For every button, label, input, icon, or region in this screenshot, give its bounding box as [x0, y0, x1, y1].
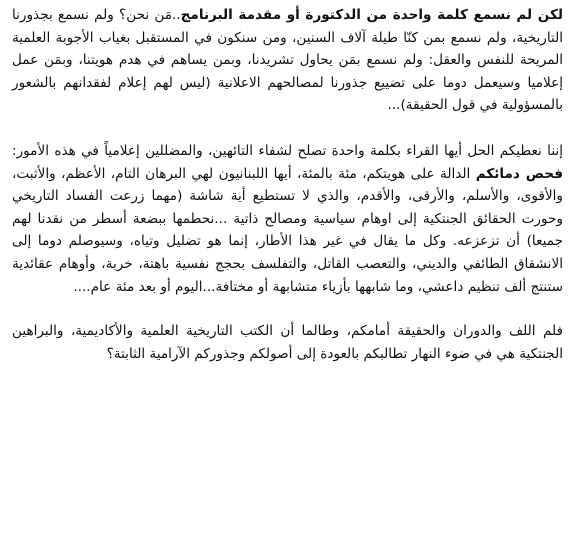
- paragraph-solution-text: الدالة على هويتكم، مئة بالمئة، أيها اللبنانيون لهي البرهان التام، الأعظم، والأثبت، والأقوى، والأسلم، والأرقى، والأقدم، والذي لا تستطيع أية شاشة (مهما زرعت الفساد التاريخي وحورت الحقائق الجنتكية إلى اوهام سياسية ومصالح ذاتية ...نحطمها ببضعة أسطر من نقدنا لهم جميعا) أن تزعزعه. وكل ما يقال في غير هذا الأطار، إنما هو تضليل وتياه، وسيوصلم دوما إلى الانشقاق الطائفي والديني، والتعصب القاتل، والتفلسف بحجج نفسية باهتة، خربة، وأوهام عقائدية ستنتج ألف تنظيم داعشي، وما شابهها بأزياء متشابهة أو مختافة...اليوم أو بعد مئة عام....: [12, 165, 563, 295]
- paragraph-solution: [12, 140, 563, 298]
- paragraph-solution-lead: إننا نعطيكم الحل أيها القراء بكلمة واحدة تصلح لشفاء التائهين، والمضللين إعلامياً في هذه الأمور:: [12, 142, 563, 159]
- paragraph-question-text: ..مَن نحن؟ ولم نسمع بجذورنا التاريخية، ولم نسمع بمن كنّا طيلة آلاف السنين، ومن سنكون في المستقبل بغياب الأجوبة العلمية المريحة للنفس والعقل: ولم نسمع بمَن يحاول تشريدنا، وبمن يساهم في هدم هويتنا، وبمَن عمل إعلاميا وسيعمل دوما على تضييع جذورنا لمصالحهم الاعلانية (ليس لهم إعلام لفقدانهم بالشعور بالمسؤولية في قول الحقيقة)...: [12, 7, 563, 114]
- paragraph-conclusion: فلم اللف والدوران والحقيقة أمامكم، وطالما أن الكتب التاريخية العلمية والأكاديمية، والبراهين الجنتكية هي في ضوء النهار تطالبكم بالعودة إلى أصولكم وجذوركم الآرامية الثابتة؟: [12, 323, 563, 362]
- bold-blood-test: فحص دمائكم: [475, 165, 563, 182]
- bold-question: لكن لم نسمع كلمة واحدة من الدكتورة أو مقدمة البرنامج: [180, 7, 563, 23]
- paragraph-question: [12, 4, 563, 117]
